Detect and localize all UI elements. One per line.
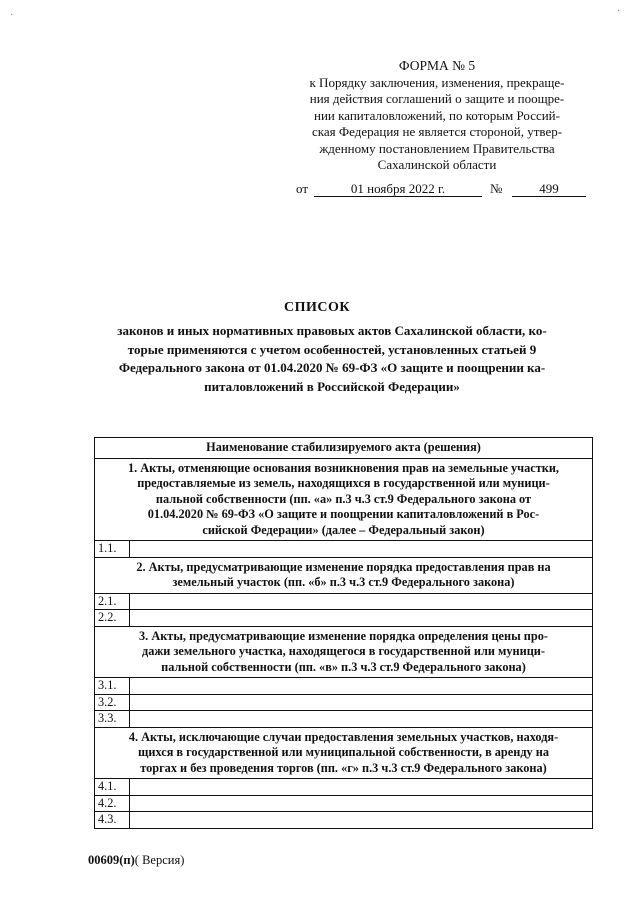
scan-mark: · [617, 6, 621, 17]
date-number-row [292, 181, 592, 201]
section-3-title [95, 626, 593, 678]
section-row [95, 458, 593, 541]
footer-code [88, 853, 184, 868]
table-row [95, 711, 593, 728]
number-label: № [490, 181, 503, 196]
table-row [95, 541, 593, 558]
row-number: 3.2. [95, 694, 130, 711]
subtitle-line: Федерального закона от 01.04.2020 № 69-ФЗ «О защите и поощрении ка- [118, 360, 546, 375]
row-value [130, 711, 593, 728]
row-number: 4.3. [95, 812, 130, 829]
acts-table [94, 437, 593, 829]
subtitle [72, 322, 592, 396]
row-value [130, 541, 593, 558]
section-line: торгах и без проведения торгов (пп. «г» п.3 ч.3 ст.9 Федерального закона) [140, 760, 547, 775]
scan-mark: · [10, 10, 14, 21]
document-number: 499 [512, 181, 586, 197]
row-number: 2.1. [95, 593, 130, 610]
section-line: пальной собственности (пп. «а» п.3 ч.3 ст.9 Федерального закона от [155, 491, 532, 506]
form-header-line: ния действия соглашений о защите и поощре- [309, 91, 565, 106]
row-number: 4.1. [95, 779, 130, 796]
table-row [95, 610, 593, 627]
row-number: 3.3. [95, 711, 130, 728]
section-1-title [95, 458, 593, 541]
section-row [95, 557, 593, 593]
section-line: сийской Федерации» (далее – Федеральный закон) [202, 522, 485, 537]
section-line: 1. Акты, отменяющие основания возникновения прав на земельные участки, [127, 460, 559, 475]
table-row [95, 795, 593, 812]
page-title: СПИСОК [283, 300, 351, 315]
section-line: щихся в государственной или муниципальной собственности, в аренду на [137, 745, 549, 759]
version-label: ( Версия) [134, 853, 185, 867]
section-line: пальной собственности (пп. «в» п.3 ч.3 ст.9 Федерального закона) [161, 659, 526, 674]
table-row [95, 593, 593, 610]
row-value [130, 812, 593, 829]
section-line: земельный участок (пп. «б» п.3 ч.3 ст.9 Федерального закона) [172, 575, 515, 589]
form-header-line: ская Федерация не является стороной, утвер- [311, 124, 563, 139]
table-row [95, 779, 593, 796]
subtitle-line: питаловложений в Российской Федерации» [204, 378, 460, 394]
form-header-line: жденному постановлением Правительства [319, 140, 555, 156]
row-number: 2.2. [95, 610, 130, 627]
subtitle-line: торые применяются с учетом особенностей, установленных статьей 9 [127, 341, 537, 357]
section-row [95, 727, 593, 779]
row-value [130, 678, 593, 695]
form-header [278, 58, 596, 174]
row-value [130, 610, 593, 627]
table-row [95, 678, 593, 695]
from-label: от [296, 181, 309, 196]
section-line: 4. Акты, исключающие случаи предоставления земельных участков, находя- [128, 729, 559, 744]
section-row [95, 626, 593, 678]
form-number: ФОРМА № 5 [398, 58, 476, 73]
section-line: 01.04.2020 № 69-ФЗ «О защите и поощрении капиталовложений в Рос- [147, 507, 540, 521]
document-date: 01 ноября 2022 г. [314, 181, 482, 197]
row-value [130, 694, 593, 711]
section-line: 3. Акты, предусматривающие изменение порядка определения цены про- [139, 628, 548, 643]
form-header-line: Сахалинской области [377, 157, 497, 172]
section-2-title [95, 557, 593, 593]
row-number: 3.1. [95, 678, 130, 695]
section-line: дажи земельного участка, находящегося в государственной или муници- [142, 644, 545, 658]
section-4-title [95, 727, 593, 779]
row-value [130, 795, 593, 812]
row-value [130, 779, 593, 796]
table-header: Наименование стабилизируемого акта (решения) [95, 438, 593, 459]
row-number: 1.1. [95, 541, 130, 558]
table-row [95, 812, 593, 829]
document-code: 00609(п) [88, 853, 135, 867]
row-value [130, 593, 593, 610]
form-header-line: к Порядку заключения, изменения, прекраще- [309, 74, 565, 90]
section-line: предоставляемые из земель, находящихся в государственной или муници- [137, 476, 550, 490]
row-number: 4.2. [95, 795, 130, 812]
form-header-line: нии капиталовложений, по которым Россий- [314, 107, 560, 123]
table-row [95, 694, 593, 711]
table-header-row [95, 438, 593, 459]
section-line: 2. Акты, предусматривающие изменение порядка предоставления прав на [136, 559, 551, 574]
subtitle-line: законов и иных нормативных правовых актов Сахалинской области, ко- [117, 323, 547, 338]
